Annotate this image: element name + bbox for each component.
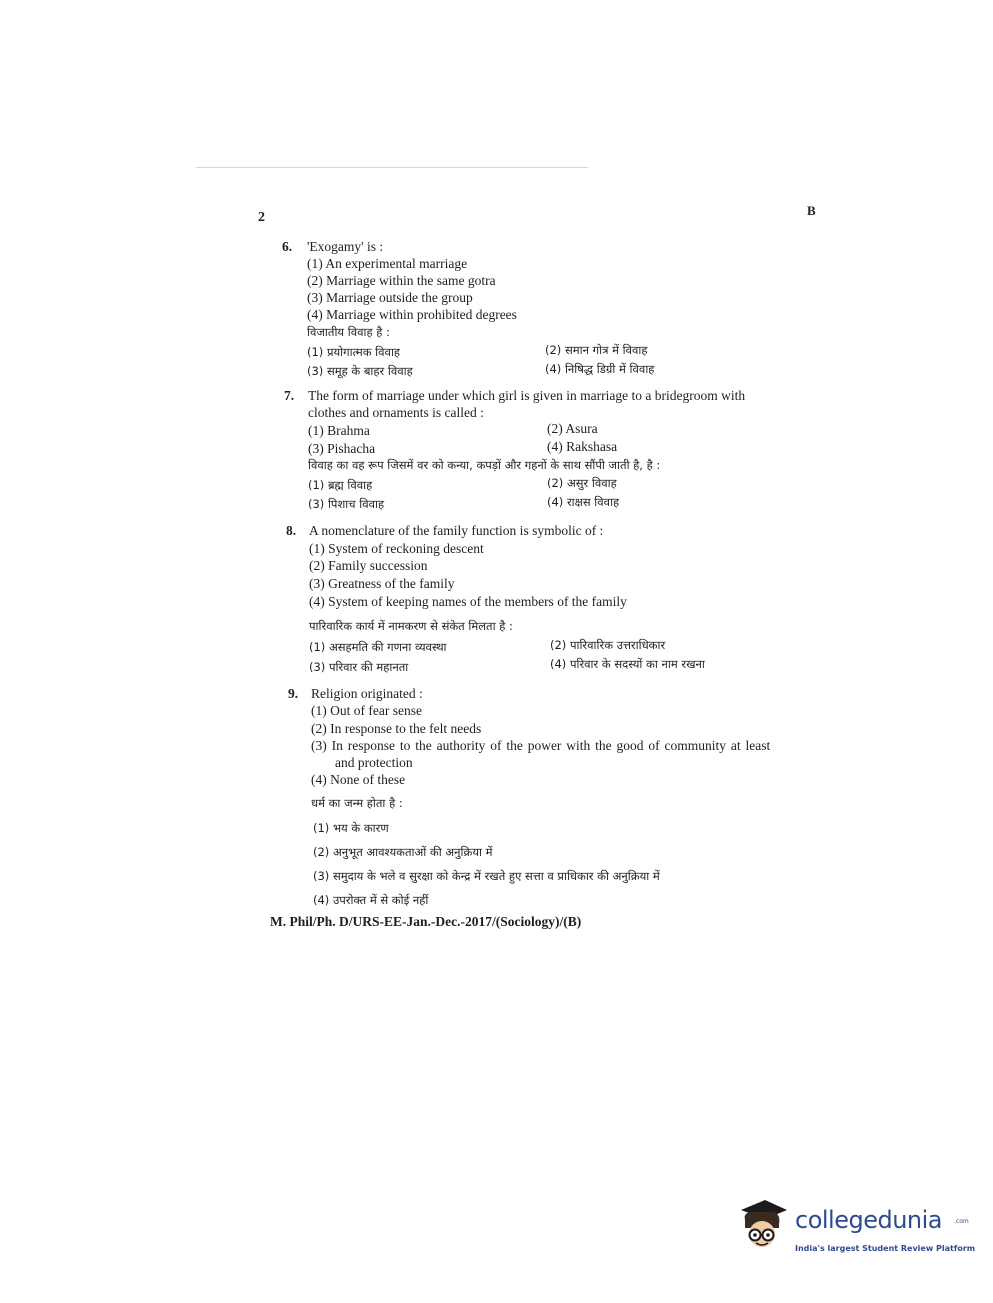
brand-name: collegedunia: [795, 1206, 943, 1234]
brand-tagline: India's largest Student Review Platform: [795, 1244, 976, 1253]
option-en-4: (4) System of keeping names of the members of the family: [309, 594, 627, 609]
question-text-en: A nomenclature of the family function is symbolic of :: [309, 523, 604, 538]
option-hi-1: (1) असहमति की गणना व्यवस्था: [309, 640, 447, 654]
option-en-1: (1) System of reckoning descent: [309, 541, 484, 556]
page-number: 2: [258, 210, 265, 225]
option-en-4: (4) Rakshasa: [547, 439, 618, 454]
option-hi-4: (4) उपरोक्त में से कोई नहीं: [313, 893, 429, 907]
option-hi-3: (3) समूह के बाहर विवाह: [307, 364, 413, 378]
option-en-1: (1) Brahma: [308, 423, 370, 438]
question-text-hi: विवाह का वह रूप जिसमें वर को कन्या, कपड़ों और गहनों के साथ सौंपी जाती है, है :: [308, 458, 661, 472]
option-en-3: (3) Marriage outside the group: [307, 290, 473, 305]
option-en-2: (2) In response to the felt needs: [311, 721, 482, 736]
option-en-3: (3) In response to the authority of the power with the good of community at least: [311, 738, 771, 753]
scan-artifact-line: [196, 167, 588, 168]
question-text-hi: विजातीय विवाह है :: [307, 325, 390, 339]
option-hi-2: (2) पारिवारिक उत्तराधिकार: [550, 638, 666, 652]
question-7: [284, 387, 824, 517]
option-hi-3: (3) समुदाय के भले व सुरक्षा को केन्द्र में रखते हुए सत्ता व प्राधिकार की अनुक्रिया में: [313, 869, 660, 883]
option-en-3-continued: and protection: [335, 755, 413, 770]
question-text-en: 'Exogamy' is :: [307, 239, 384, 254]
option-hi-3: (3) परिवार की महानता: [309, 660, 409, 674]
option-en-1: (1) An experimental marriage: [307, 256, 468, 271]
question-text-hi: पारिवारिक कार्य में नामकरण से संकेत मिलता है :: [309, 619, 513, 633]
graduate-mascot-icon: [735, 1198, 791, 1258]
option-hi-2: (2) अनुभूत आवश्यकताओं की अनुक्रिया में: [313, 845, 493, 859]
option-hi-3: (3) पिशाच विवाह: [308, 497, 385, 511]
option-hi-1: (1) ब्रह्म विवाह: [308, 478, 373, 492]
question-text-en-line-2: clothes and ornaments is called :: [308, 405, 484, 420]
brand-suffix: .com: [954, 1218, 969, 1225]
question-text-en-line-1: The form of marriage under which girl is given in marriage to a bridegroom with: [308, 388, 746, 403]
option-hi-2: (2) समान गोत्र में विवाह: [545, 343, 648, 357]
option-en-4: (4) Marriage within prohibited degrees: [307, 307, 517, 322]
option-en-2: (2) Asura: [547, 421, 598, 436]
option-en-1: (1) Out of fear sense: [311, 703, 422, 718]
option-en-4: (4) None of these: [311, 772, 406, 787]
option-hi-4: (4) निषिद्ध डिग्री में विवाह: [545, 362, 655, 376]
option-en-3: (3) Greatness of the family: [309, 576, 455, 591]
option-en-3: (3) Pishacha: [308, 441, 376, 456]
option-hi-4: (4) राक्षस विवाह: [547, 495, 620, 509]
paper-code-footer: M. Phil/Ph. D/URS-EE-Jan.-Dec.-2017/(Sociology)/(B): [270, 914, 582, 929]
option-en-2: (2) Family succession: [309, 558, 428, 573]
option-en-2: (2) Marriage within the same gotra: [307, 273, 496, 288]
question-number: 9.: [288, 686, 299, 701]
question-9: [288, 685, 828, 910]
question-6: [282, 238, 822, 383]
question-number: 6.: [282, 239, 293, 254]
question-8: [286, 522, 826, 672]
option-hi-1: (1) प्रयोगात्मक विवाह: [307, 345, 401, 359]
option-hi-1: (1) भय के कारण: [313, 821, 389, 835]
question-text-hi: धर्म का जन्म होता है :: [311, 796, 403, 810]
collegedunia-logo: [735, 1198, 976, 1268]
question-text-en: Religion originated :: [311, 686, 423, 701]
option-hi-4: (4) परिवार के सदस्यों का नाम रखना: [550, 657, 705, 671]
question-number: 7.: [284, 388, 295, 403]
question-number: 8.: [286, 523, 297, 538]
set-code: B: [807, 203, 816, 218]
option-hi-2: (2) असुर विवाह: [547, 476, 617, 490]
